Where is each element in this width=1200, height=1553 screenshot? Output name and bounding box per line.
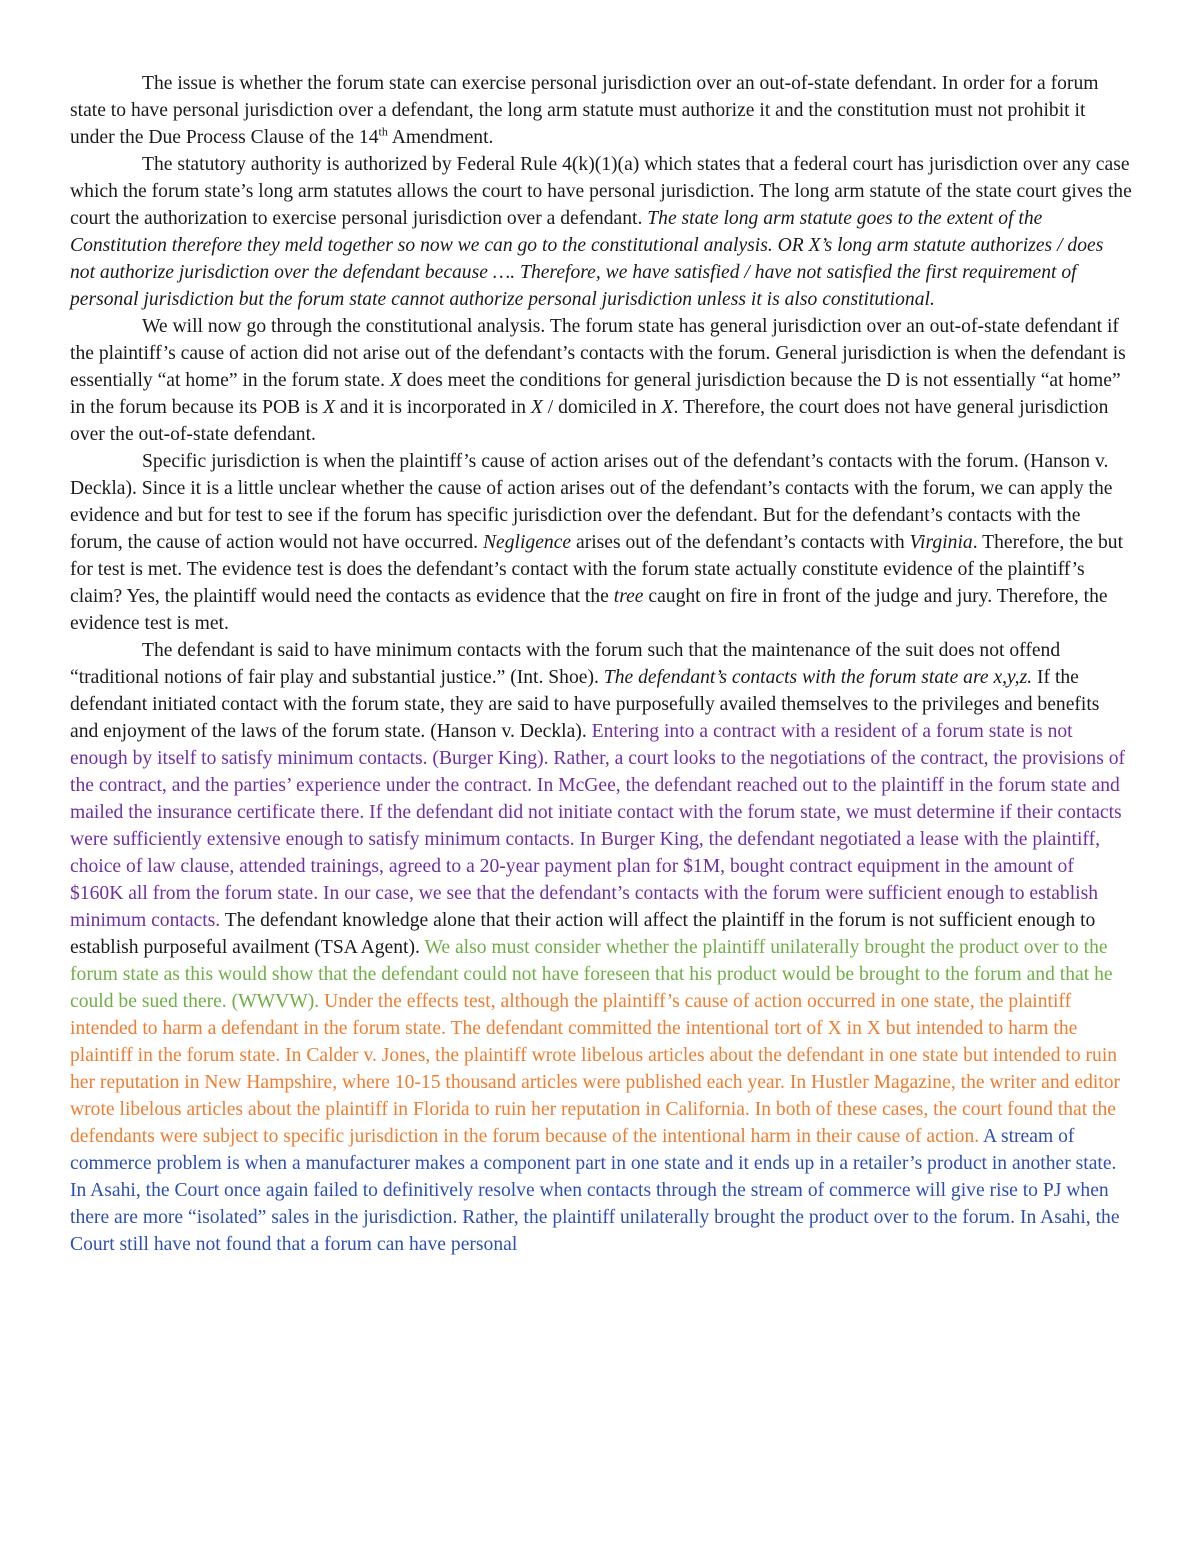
superscript: th: [378, 124, 388, 139]
italic-text-run: X: [389, 370, 402, 391]
italic-text-run: X: [530, 397, 543, 418]
text-run: The defendant is said to have minimum contacts with the forum such that the maintenance of the suit does not offend “traditional notions of fair play and substantial justice.” (Int. Shoe).: [70, 640, 1061, 688]
text-run: caught on fire in front of the judge and jury. Therefore, the evidence test is met.: [70, 586, 1108, 634]
italic-text-run: Negligence: [482, 532, 572, 553]
text-run: / domiciled in: [542, 397, 662, 418]
italic-text-run: The state long arm statute goes to the extent of the Constitution therefore they meld together so now we can go to the constitutional analysis. OR X’s long arm statute authorizes / does not authorize jurisdiction over the defendant because …. Therefore, we have satisfied / have not satisfied the first requirement of personal jurisdiction but the forum state cannot authorize personal jurisdiction unless it is also constitutional.: [70, 208, 1104, 310]
italic-text-run: The defendant’s contacts with the forum state are x,y,z.: [603, 667, 1033, 688]
blue-highlighted-text: A stream of commerce problem is when a manufacturer makes a component part in one state and it ends up in a retailer’s product in another state. In Asahi, the Court once again failed to definitively resolve when contacts through the stream of commerce will give rise to PJ when there are more “isolated” sales in the jurisdiction. Rather, the plaintiff unilaterally brought the product over to the forum. In Asahi, the Court still have not found that a forum can have personal: [70, 1126, 1120, 1255]
document-page: [70, 70, 1132, 1258]
text-run: If the defendant initiated contact with the forum state, they are said to have purposefully availed themselves to the privileges and benefits and enjoyment of the laws of the forum state. (Hanson v. Deckla).: [70, 667, 1100, 742]
paragraph-general-jurisdiction: [70, 313, 1132, 448]
italic-text-run: Virginia: [909, 532, 973, 553]
text-run: arises out of the defendant’s contacts with: [571, 532, 910, 553]
text-run: and it is incorporated in: [335, 397, 531, 418]
text-run: Specific jurisdiction is when the plaintiff’s cause of action arises out of the defendant’s contacts with the forum. (Hanson v. Deckla). Since it is a little unclear whether the cause of action arises out of the defendant’s contacts with the forum, we can apply the evidence and but for test to see if the forum has specific jurisdiction over the defendant. But for the defendant’s contacts with the forum, the cause of action would not have occurred.: [70, 451, 1113, 553]
paragraph-minimum-contacts: [70, 637, 1132, 1258]
text-run: The statutory authority is authorized by Federal Rule 4(k)(1)(a) which states that a federal court has jurisdiction over any case which the forum state’s long arm statutes allows the court to have personal jurisdiction. The long arm statute of the state court gives the court the authorization to exercise personal jurisdiction over a defendant.: [70, 154, 1132, 229]
text-run: does meet the conditions for general jurisdiction because the D is not essentially “at home” in the forum because its POB is: [70, 370, 1121, 418]
italic-text-run: tree: [613, 586, 644, 607]
paragraph-specific-jurisdiction: [70, 448, 1132, 637]
green-highlighted-text: We also must consider whether the plaintiff unilaterally brought the product over to the forum state as this would show that the defendant could not have foreseen that his product would be brought to the forum and that he could be sued there. (WWVW).: [70, 937, 1113, 1012]
text-run: . Therefore, the but for test is met. The evidence test is does the defendant’s contact with the forum state actually constitute evidence of the plaintiff’s claim? Yes, the plaintiff would need the contacts as evidence that the: [70, 532, 1124, 607]
paragraph-statutory-authority: [70, 151, 1132, 313]
text-run: We will now go through the constitutional analysis. The forum state has general jurisdiction over an out-of-state defendant if the plaintiff’s cause of action did not arise out of the defendant’s contacts with the forum. General jurisdiction is when the defendant is essentially “at home” in the forum state.: [70, 316, 1126, 391]
orange-highlighted-text: Under the effects test, although the plaintiff’s cause of action occurred in one state, the plaintiff intended to harm a defendant in the forum state. The defendant committed the intentional tort of X in X but intended to harm the plaintiff in the forum state. In Calder v. Jones, the plaintiff wrote libelous articles about the defendant in one state but intended to ruin her reputation in New Hampshire, where 10-15 thousand articles were published each year. In Hustler Magazine, the writer and editor wrote libelous articles about the plaintiff in Florida to ruin her reputation in California. In both of these cases, the court found that the defendants were subject to specific jurisdiction in the forum because of the intentional harm in their cause of action.: [70, 991, 1121, 1147]
paragraph-issue: [70, 70, 1132, 151]
italic-text-run: X: [323, 397, 336, 418]
italic-text-run: X: [661, 397, 674, 418]
purple-highlighted-text: Entering into a contract with a resident of a forum state is not enough by itself to satisfy minimum contacts. (Burger King). Rather, a court looks to the negotiations of the contract, the provisions of the contract, and the parties’ experience under the contract. In McGee, the defendant reached out to the plaintiff in the forum state and mailed the insurance certificate there. If the defendant did not initiate contact with the forum state, we must determine if their contacts were sufficiently extensive enough to satisfy minimum contacts. In Burger King, the defendant negotiated a lease with the plaintiff, choice of law clause, attended trainings, agreed to a 20-year payment plan for $1M, bought contract equipment in the amount of $160K all from the forum state. In our case, we see that the defendant’s contacts with the forum were sufficient enough to establish minimum contacts.: [70, 721, 1126, 931]
text-run: Amendment.: [387, 127, 494, 148]
text-run: . Therefore, the court does not have general jurisdiction over the out-of-state defendant.: [70, 397, 1109, 445]
text-run: The issue is whether the forum state can exercise personal jurisdiction over an out-of-state defendant. In order for a forum state to have personal jurisdiction over a defendant, the long arm statute must authorize it and the constitution must not prohibit it under the Due Process Clause of the 14: [70, 73, 1099, 148]
text-run: The defendant knowledge alone that their action will affect the plaintiff in the forum is not sufficient enough to establish purposeful availment (TSA Agent).: [70, 910, 1096, 958]
